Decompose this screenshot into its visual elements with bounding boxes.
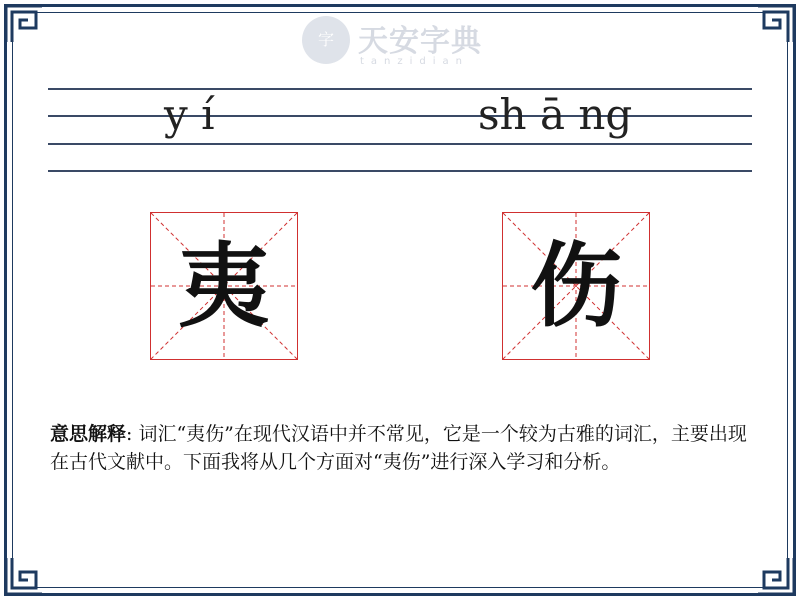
corner-ornament-top-left [4,4,44,44]
pinyin-line [48,170,752,172]
pinyin-syllable-1: y í [164,90,215,139]
pinyin-syllable-2: sh ā ng [478,90,633,139]
character-2: 伤 [529,232,622,340]
definition-text: 词汇“夷伤”在现代汉语中并不常见，它是一个较为古雅的词汇，主要出现在古代文献中。下面我将从几个方面对“夷伤”进行深入学习和分析。 [50,423,747,473]
character-grid-1 [150,212,298,360]
character-grid-2 [502,212,650,360]
site-logo [302,14,502,70]
logo-title: 天安字典 [358,24,482,59]
corner-ornament-bottom-right [756,556,796,596]
pinyin-staff [48,88,752,174]
character-1: 夷 [177,232,270,340]
pinyin-line [48,115,752,117]
definition-separator: : [126,423,139,445]
corner-ornament-bottom-left [4,556,44,596]
pinyin-line [48,88,752,90]
logo-seal-icon: 字 [302,16,350,64]
definition-paragraph [50,420,750,476]
corner-ornament-top-right [756,4,796,44]
pinyin-line [48,143,752,145]
definition-label: 意思解释 [50,423,127,445]
logo-subtitle: tanzidian [360,56,470,67]
